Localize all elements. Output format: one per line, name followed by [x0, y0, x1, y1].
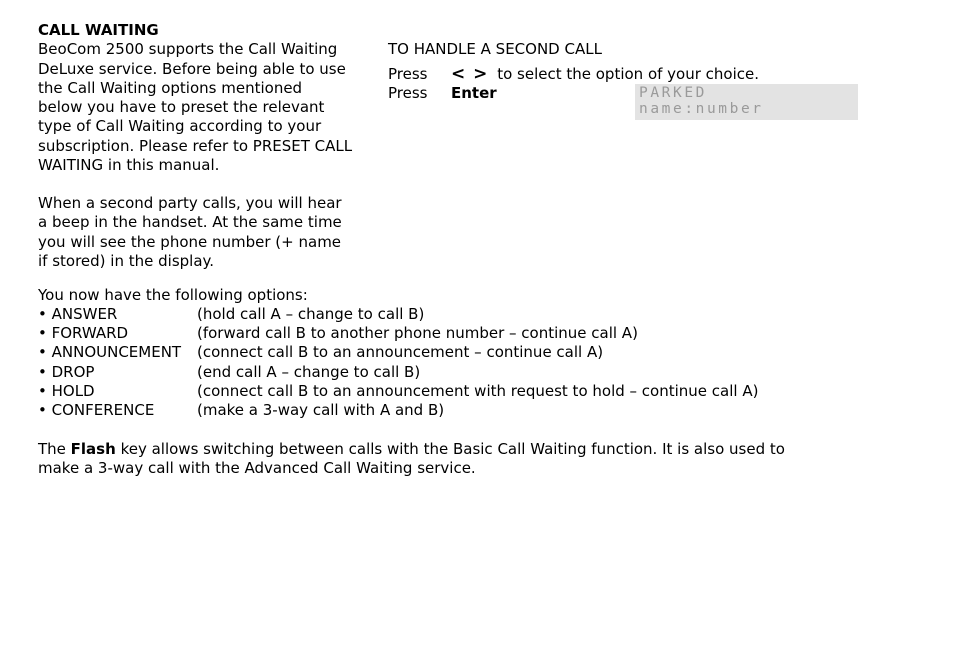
option-name: • ANNOUNCEMENT: [38, 343, 182, 362]
instruction-step-enter: [388, 84, 497, 102]
option-name: • DROP: [38, 362, 95, 381]
display-line-caller: name:number: [639, 101, 764, 117]
paragraph-line: you will see the phone number (+ name: [38, 232, 342, 251]
instruction-step-select: [388, 64, 759, 84]
list-item: [38, 401, 758, 420]
list-item: [38, 343, 758, 362]
step-description: to select the option of your choice.: [497, 65, 760, 83]
option-description: (connect call B to an announcement with request to hold – continue call A): [197, 381, 759, 400]
intro-line: DeLuxe service. Before being able to use: [38, 59, 346, 78]
list-item: [38, 324, 758, 343]
option-description: (make a 3-way call with A and B): [197, 400, 445, 419]
flash-prefix: The: [38, 440, 71, 458]
paragraph-line: [38, 440, 785, 459]
arrow-keys-icon: < >: [451, 64, 489, 84]
section-title: CALL WAITING: [38, 21, 159, 39]
intro-line: subscription. Please refer to PRESET CALL: [38, 136, 353, 155]
paragraph-line: make a 3-way call with the Advanced Call Waiting service.: [38, 459, 476, 478]
enter-key-label: Enter: [451, 84, 497, 102]
press-label: Press: [388, 65, 428, 83]
intro-line: BeoCom 2500 supports the Call Waiting: [38, 40, 338, 59]
paragraph-line: if stored) in the display.: [38, 251, 215, 270]
paragraph-line: When a second party calls, you will hear: [38, 194, 342, 212]
intro-line: type of Call Waiting according to your: [38, 117, 322, 136]
options-intro: You now have the following options:: [38, 286, 308, 304]
option-name: • HOLD: [38, 381, 95, 400]
second-call-heading: TO HANDLE A SECOND CALL: [388, 40, 602, 58]
intro-line: WAITING in this manual.: [38, 156, 220, 175]
option-name: • ANSWER: [38, 305, 118, 323]
list-item: [38, 382, 758, 401]
option-name: • CONFERENCE: [38, 400, 155, 419]
display-line-status: PARKED: [639, 85, 707, 101]
list-item: [38, 363, 758, 382]
intro-line: below you have to preset the relevant: [38, 98, 325, 117]
phone-display: [635, 84, 858, 120]
flash-key-label: Flash: [70, 440, 116, 458]
flash-key-paragraph: [38, 440, 785, 479]
call-waiting-section: [38, 21, 358, 175]
second-party-paragraph: [38, 194, 358, 271]
intro-line: the Call Waiting options mentioned: [38, 78, 303, 97]
option-description: (end call A – change to call B): [197, 362, 421, 381]
press-label: Press: [388, 84, 428, 102]
flash-line-rest: key allows switching between calls with the Basic Call Waiting function. It is also used to: [115, 440, 785, 458]
list-item: [38, 305, 758, 324]
option-description: (connect call B to an announcement – continue call A): [197, 343, 604, 362]
options-list: [38, 305, 758, 420]
option-name: • FORWARD: [38, 324, 129, 343]
option-description: (forward call B to another phone number – continue call A): [197, 324, 638, 343]
option-description: (hold call A – change to call B): [197, 305, 425, 323]
paragraph-line: a beep in the handset. At the same time: [38, 213, 342, 232]
